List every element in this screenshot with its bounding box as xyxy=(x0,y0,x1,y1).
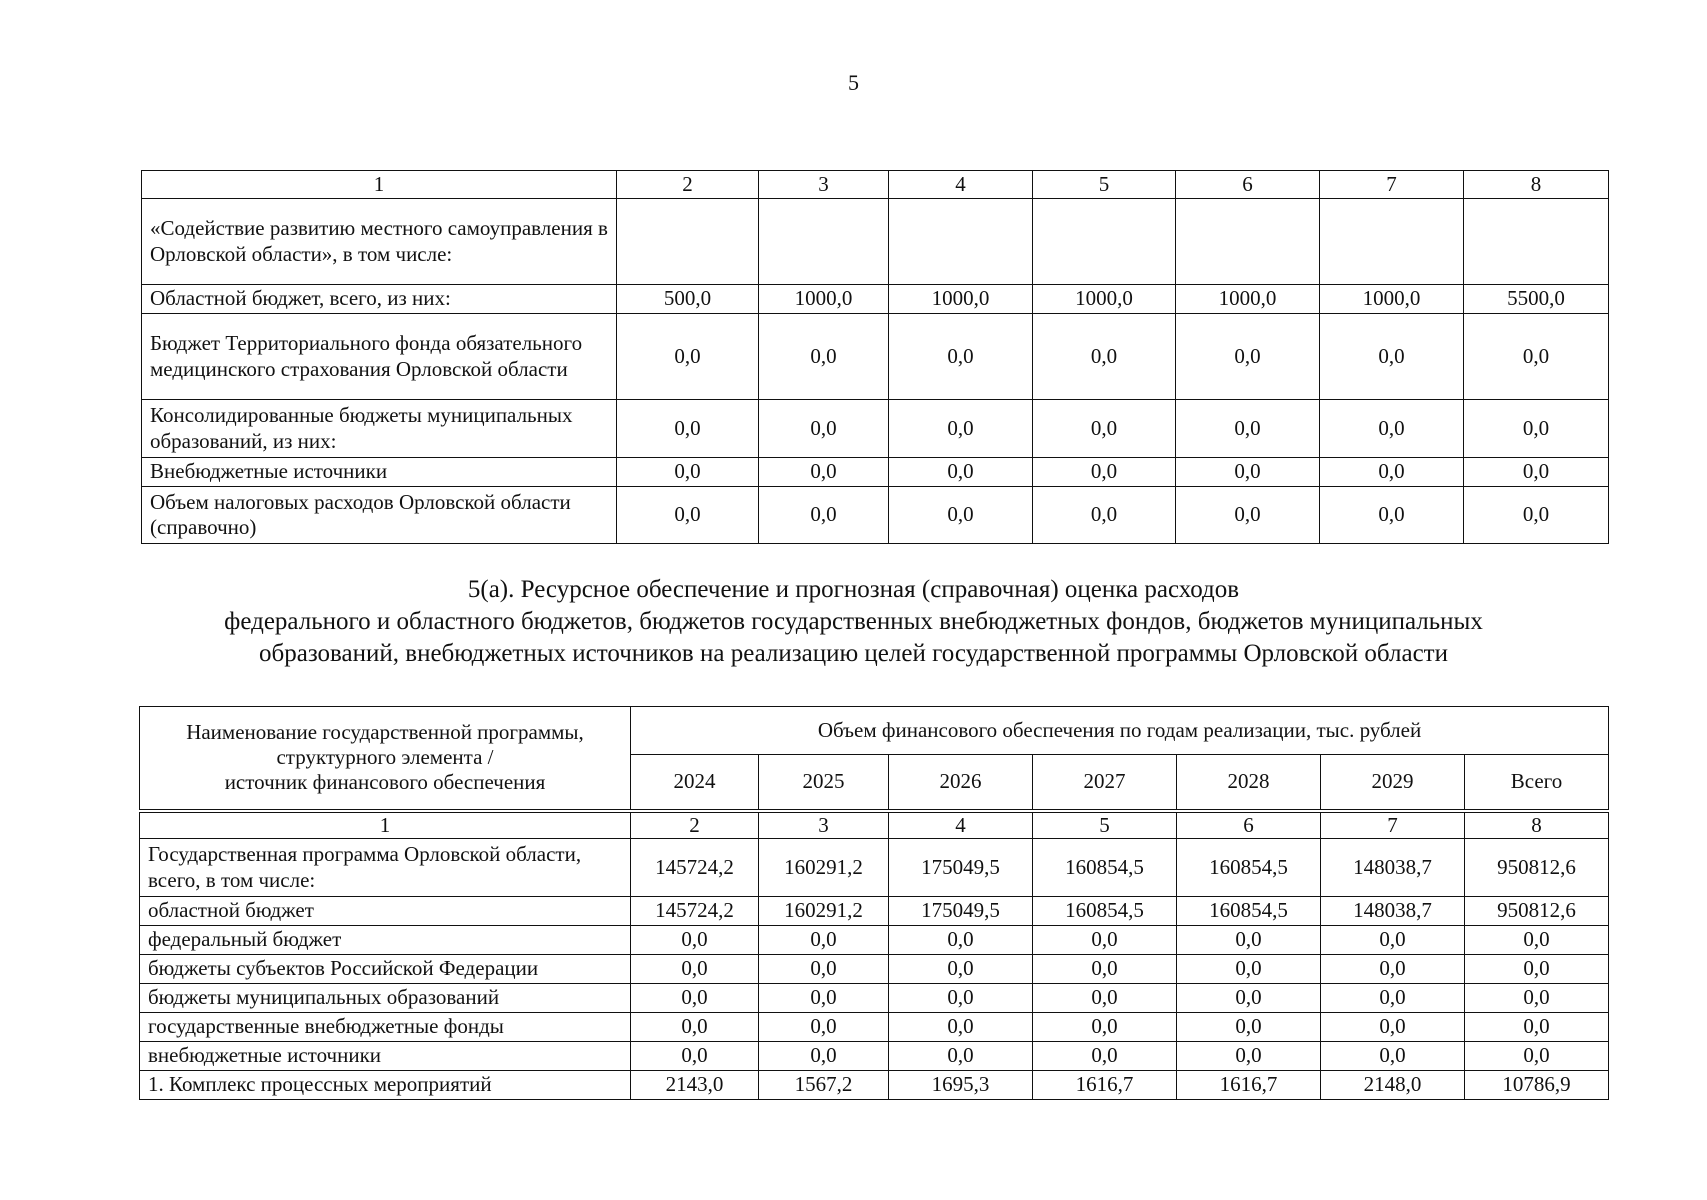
cell-value: 0,0 xyxy=(759,1042,889,1071)
cell-value: 0,0 xyxy=(1321,955,1465,984)
section-title-line: образований, внебюджетных источников на реализацию целей государственной программы Орловской области xyxy=(259,640,1448,667)
row-label: внебюджетные источники xyxy=(140,1042,631,1071)
cell-value: 0,0 xyxy=(889,1042,1033,1071)
table-row xyxy=(140,897,1609,926)
cell-value: 0,0 xyxy=(1033,314,1176,400)
cell-value: 1616,7 xyxy=(1033,1071,1177,1100)
cell-value: 0,0 xyxy=(1176,487,1320,544)
col-number: 6 xyxy=(1177,811,1321,839)
header-name-cell xyxy=(140,707,631,811)
cell-value: 0,0 xyxy=(1033,984,1177,1013)
cell-value: 0,0 xyxy=(889,955,1033,984)
year-header: 2029 xyxy=(1321,755,1465,811)
cell-value: 0,0 xyxy=(617,458,759,487)
table-row xyxy=(142,199,1609,285)
cell-value: 0,0 xyxy=(1465,926,1609,955)
year-header: 2028 xyxy=(1177,755,1321,811)
table-row xyxy=(140,1042,1609,1071)
cell-value: 0,0 xyxy=(1177,926,1321,955)
cell-value: 175049,5 xyxy=(889,897,1033,926)
cell-value: 0,0 xyxy=(889,487,1033,544)
col-number: 8 xyxy=(1464,171,1609,199)
cell-value: 0,0 xyxy=(1321,926,1465,955)
col-number: 1 xyxy=(140,811,631,839)
row-label: Бюджет Территориального фонда обязательного медицинского страхования Орловской области xyxy=(142,314,617,400)
cell-value: 0,0 xyxy=(631,984,759,1013)
col-number: 3 xyxy=(759,811,889,839)
cell-value: 0,0 xyxy=(1320,487,1464,544)
col-number: 4 xyxy=(889,171,1033,199)
cell-value: 175049,5 xyxy=(889,839,1033,897)
row-label: государственные внебюджетные фонды xyxy=(140,1013,631,1042)
cell-value: 0,0 xyxy=(759,487,889,544)
cell-value: 0,0 xyxy=(759,458,889,487)
year-header: 2024 xyxy=(631,755,759,811)
section-title-line: федерального и областного бюджетов, бюджетов государственных внебюджетных фондов, бюджетов муниципальных xyxy=(224,608,1483,635)
table-row xyxy=(142,458,1609,487)
cell-value: 0,0 xyxy=(1321,1013,1465,1042)
year-header: 2027 xyxy=(1033,755,1177,811)
cell-value: 160854,5 xyxy=(1033,897,1177,926)
row-label: Областной бюджет, всего, из них: xyxy=(142,285,617,314)
cell-value: 0,0 xyxy=(1033,400,1176,458)
cell-value: 1000,0 xyxy=(1320,285,1464,314)
cell-value xyxy=(1320,199,1464,285)
cell-value: 0,0 xyxy=(1464,487,1609,544)
cell-value: 0,0 xyxy=(759,926,889,955)
cell-value: 0,0 xyxy=(617,400,759,458)
cell-value: 1695,3 xyxy=(889,1071,1033,1100)
resource-provision-table xyxy=(139,706,1609,1100)
cell-value: 0,0 xyxy=(631,955,759,984)
col-number: 3 xyxy=(759,171,889,199)
cell-value: 0,0 xyxy=(889,314,1033,400)
cell-value: 0,0 xyxy=(1320,458,1464,487)
table-row xyxy=(142,400,1609,458)
col-number: 8 xyxy=(1465,811,1609,839)
cell-value: 0,0 xyxy=(759,314,889,400)
cell-value: 10786,9 xyxy=(1465,1071,1609,1100)
cell-value: 1000,0 xyxy=(1033,285,1176,314)
table-row xyxy=(140,926,1609,955)
cell-value: 145724,2 xyxy=(631,839,759,897)
col-number: 6 xyxy=(1176,171,1320,199)
header-row xyxy=(140,707,1609,755)
col-number: 2 xyxy=(617,171,759,199)
cell-value: 0,0 xyxy=(759,984,889,1013)
cell-value: 0,0 xyxy=(1320,314,1464,400)
column-number-row xyxy=(140,811,1609,839)
cell-value: 0,0 xyxy=(1177,1042,1321,1071)
cell-value: 0,0 xyxy=(1176,458,1320,487)
col-number: 7 xyxy=(1320,171,1464,199)
header-name-line: источник финансового обеспечения xyxy=(224,770,546,795)
cell-value: 0,0 xyxy=(617,487,759,544)
cell-value: 0,0 xyxy=(1033,926,1177,955)
cell-value: 0,0 xyxy=(1033,1042,1177,1071)
table-row xyxy=(140,839,1609,897)
cell-value: 0,0 xyxy=(631,1013,759,1042)
cell-value: 0,0 xyxy=(1176,314,1320,400)
row-label: бюджеты муниципальных образований xyxy=(140,984,631,1013)
cell-value: 0,0 xyxy=(759,1013,889,1042)
cell-value xyxy=(617,199,759,285)
cell-value: 0,0 xyxy=(1033,458,1176,487)
cell-value: 0,0 xyxy=(759,400,889,458)
cell-value: 0,0 xyxy=(1177,984,1321,1013)
cell-value: 0,0 xyxy=(889,458,1033,487)
cell-value: 0,0 xyxy=(1177,955,1321,984)
cell-value xyxy=(1033,199,1176,285)
col-number: 5 xyxy=(1033,171,1176,199)
cell-value: 0,0 xyxy=(889,1013,1033,1042)
cell-value: 148038,7 xyxy=(1321,897,1465,926)
cell-value: 0,0 xyxy=(1465,1042,1609,1071)
cell-value: 950812,6 xyxy=(1465,897,1609,926)
table-row xyxy=(140,955,1609,984)
funding-table-continued xyxy=(141,170,1609,544)
column-number-row xyxy=(142,171,1609,199)
table-row xyxy=(142,285,1609,314)
section-title xyxy=(120,574,1587,670)
cell-value xyxy=(889,199,1033,285)
cell-value: 0,0 xyxy=(1465,1013,1609,1042)
table-row xyxy=(142,487,1609,544)
cell-value: 0,0 xyxy=(889,400,1033,458)
row-label: бюджеты субъектов Российской Федерации xyxy=(140,955,631,984)
cell-value: 1000,0 xyxy=(889,285,1033,314)
cell-value: 0,0 xyxy=(1464,458,1609,487)
cell-value: 148038,7 xyxy=(1321,839,1465,897)
cell-value: 0,0 xyxy=(1464,400,1609,458)
table-row xyxy=(142,314,1609,400)
cell-value: 0,0 xyxy=(759,955,889,984)
cell-value: 0,0 xyxy=(631,1042,759,1071)
col-number: 2 xyxy=(631,811,759,839)
cell-value: 5500,0 xyxy=(1464,285,1609,314)
cell-value: 160291,2 xyxy=(759,839,889,897)
col-number: 1 xyxy=(142,171,617,199)
col-number: 4 xyxy=(889,811,1033,839)
cell-value: 1000,0 xyxy=(1176,285,1320,314)
cell-value: 0,0 xyxy=(1033,1013,1177,1042)
cell-value: 0,0 xyxy=(889,984,1033,1013)
cell-value xyxy=(759,199,889,285)
row-label: федеральный бюджет xyxy=(140,926,631,955)
cell-value: 160291,2 xyxy=(759,897,889,926)
section-title-line: 5(а). Ресурсное обеспечение и прогнозная (справочная) оценка расходов xyxy=(467,576,1240,603)
page-number: 5 xyxy=(848,70,859,95)
row-label: Объем налоговых расходов Орловской области (справочно) xyxy=(142,487,617,544)
cell-value: 160854,5 xyxy=(1177,897,1321,926)
cell-value: 0,0 xyxy=(1320,400,1464,458)
cell-value: 0,0 xyxy=(1321,984,1465,1013)
row-label: Государственная программа Орловской области, всего, в том числе: xyxy=(140,839,631,897)
cell-value: 0,0 xyxy=(1464,314,1609,400)
cell-value: 0,0 xyxy=(1321,1042,1465,1071)
row-label: «Содействие развитию местного самоуправления в Орловской области», в том числе: xyxy=(142,199,617,285)
cell-value: 1567,2 xyxy=(759,1071,889,1100)
header-name-line: структурного элемента / xyxy=(276,745,494,770)
cell-value: 0,0 xyxy=(1465,984,1609,1013)
row-label: Консолидированные бюджеты муниципальных образований, из них: xyxy=(142,400,617,458)
row-label: областной бюджет xyxy=(140,897,631,926)
cell-value: 1000,0 xyxy=(759,285,889,314)
year-header: 2026 xyxy=(889,755,1033,811)
year-header: Всего xyxy=(1465,755,1609,811)
row-label: Внебюджетные источники xyxy=(142,458,617,487)
cell-value: 160854,5 xyxy=(1033,839,1177,897)
cell-value xyxy=(1176,199,1320,285)
cell-value: 0,0 xyxy=(631,926,759,955)
header-name-line: Наименование государственной программы, xyxy=(186,719,584,744)
table-row xyxy=(140,1071,1609,1100)
cell-value: 2143,0 xyxy=(631,1071,759,1100)
cell-value: 160854,5 xyxy=(1177,839,1321,897)
cell-value: 0,0 xyxy=(889,926,1033,955)
cell-value: 500,0 xyxy=(617,285,759,314)
cell-value: 950812,6 xyxy=(1465,839,1609,897)
year-header: 2025 xyxy=(759,755,889,811)
col-number: 7 xyxy=(1321,811,1465,839)
col-number: 5 xyxy=(1033,811,1177,839)
cell-value: 0,0 xyxy=(617,314,759,400)
cell-value: 0,0 xyxy=(1176,400,1320,458)
cell-value: 0,0 xyxy=(1465,955,1609,984)
cell-value: 145724,2 xyxy=(631,897,759,926)
cell-value: 2148,0 xyxy=(1321,1071,1465,1100)
table-row xyxy=(140,984,1609,1013)
cell-value: 1616,7 xyxy=(1177,1071,1321,1100)
header-volume: Объем финансового обеспечения по годам реализации, тыс. рублей xyxy=(631,707,1609,755)
cell-value: 0,0 xyxy=(1033,487,1176,544)
row-label: 1. Комплекс процессных мероприятий xyxy=(140,1071,631,1100)
cell-value xyxy=(1464,199,1609,285)
cell-value: 0,0 xyxy=(1177,1013,1321,1042)
cell-value: 0,0 xyxy=(1033,955,1177,984)
table-row xyxy=(140,1013,1609,1042)
